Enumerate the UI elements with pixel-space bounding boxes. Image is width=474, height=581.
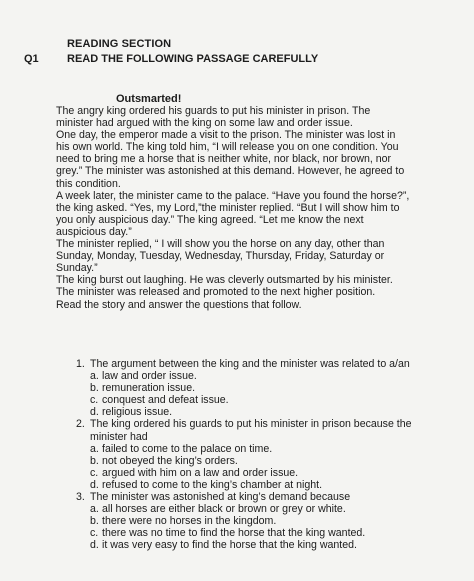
question-number: 3. [76,491,85,504]
passage-line: The minister was released and promoted to the next higher position. [56,286,376,299]
option-letter: d. [90,406,99,419]
passage-line: his own world. The king told him, “I will release you on one condition. You [56,141,399,154]
answer-option[interactable] [56,370,466,382]
answer-option[interactable] [56,443,466,455]
question-stem [56,491,466,503]
passage-line: Read the story and answer the questions that follow. [56,298,302,311]
passage-line: auspicious day.” [56,225,132,238]
option-text: it was very easy to find the horse that the king wanted. [102,539,357,552]
passage-line: the king asked. “Yes, my Lord,”the minister replied. “But I will show him to [56,201,400,214]
question-number: 1. [76,358,85,370]
passage-line: you only auspicious day.” The king agreed. “Let me know the next [56,213,364,226]
passage-line: A week later, the minister came to the palace. “Have you found the horse?”, [56,189,410,202]
passage-line: this condition. [56,177,121,190]
answer-option[interactable] [56,479,466,491]
answer-option[interactable] [56,539,466,551]
answer-option[interactable] [56,503,466,515]
question-text-continued: minister had [90,430,148,443]
option-letter: a. [90,503,99,516]
section-title: READING SECTION [67,38,172,50]
option-text: conquest and defeat issue. [102,394,229,407]
question-list [56,358,466,552]
answer-option[interactable] [56,382,466,394]
answer-option[interactable] [56,455,466,467]
answer-option[interactable] [56,406,466,418]
option-letter: c. [90,527,99,540]
option-text: argued with him on a law and order issue. [102,466,299,479]
passage-line: minister had argued with the king on some law and order issue. [56,117,353,130]
passage-line: need to bring me a horse that is neither white, nor black, nor brown, nor [56,153,392,166]
answer-option[interactable] [56,515,466,527]
passage-line: grey.” The minister was astonished at this demand. However, he agreed to [56,165,405,178]
passage-line: Sunday.” [56,262,98,275]
option-letter: d. [90,539,99,552]
passage-line: Sunday, Monday, Tuesday, Wednesday, Thursday, Friday, Saturday or [56,250,385,263]
passage-line: The minister replied, “ I will show you the horse on any day, other than [56,238,385,251]
option-letter: b. [90,382,99,395]
option-text: remuneration issue. [102,382,196,395]
option-text: all horses are either black or brown or grey or white. [102,503,346,516]
answer-option[interactable] [56,394,466,406]
passage-title: Outsmarted! [116,93,182,105]
option-letter: a. [90,370,99,383]
passage-line: One day, the emperor made a visit to the prison. The minister was lost in [56,129,396,142]
instruction-heading: READ THE FOLLOWING PASSAGE CAREFULLY [67,53,319,65]
option-text: refused to come to the king’s chamber at night. [102,478,323,491]
option-letter: c. [90,466,99,479]
question-label: Q1 [24,53,39,65]
option-letter: c. [90,394,99,407]
question-text: The minister was astonished at king’s demand because [90,491,351,504]
passage-line: The angry king ordered his guards to put his minister in prison. The [56,105,371,117]
option-text: religious issue. [102,406,173,419]
option-letter: b. [90,515,99,528]
answer-option[interactable] [56,467,466,479]
option-text: there was no time to find the horse that the king wanted. [102,527,366,540]
question-number: 2. [76,418,85,431]
option-text: there were no horses in the kingdom. [102,515,277,528]
option-letter: a. [90,442,99,455]
question-text: The king ordered his guards to put his minister in prison because the [90,418,412,431]
option-text: failed to come to the palace on time. [102,442,273,455]
passage-body [56,105,461,311]
passage-line: The king burst out laughing. He was cleverly outsmarted by his minister. [56,274,393,287]
question-text: The argument between the king and the minister was related to a/an [90,358,410,370]
option-text: law and order issue. [102,370,197,383]
option-letter: b. [90,454,99,467]
answer-option[interactable] [56,527,466,539]
question-stem [56,358,466,370]
option-letter: d. [90,478,99,491]
option-text: not obeyed the king’s orders. [102,454,238,467]
question-stem [56,418,466,430]
